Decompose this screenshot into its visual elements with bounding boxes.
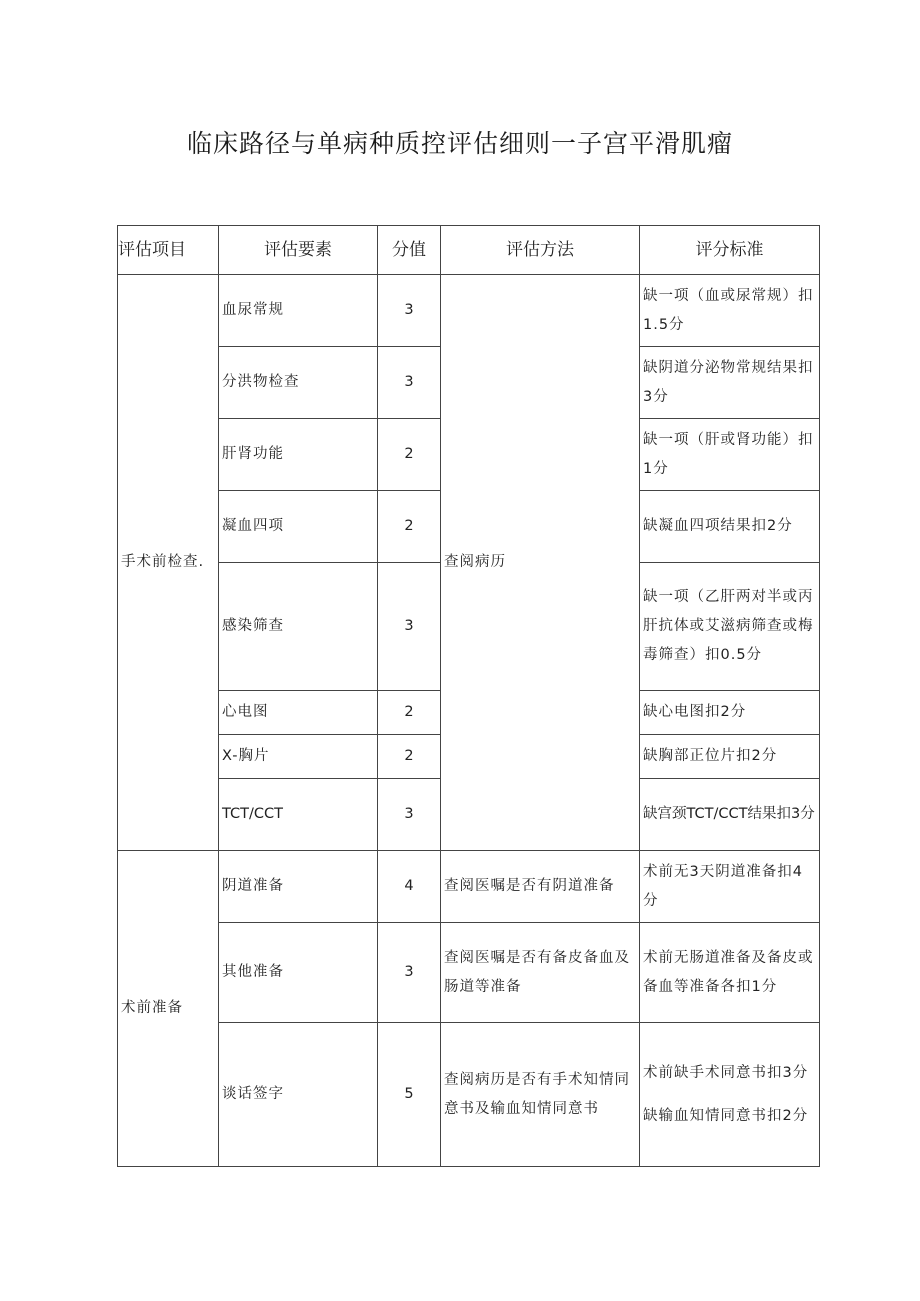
header-method: 评估方法 (441, 226, 640, 275)
criteria-cell: 缺胸部正位片扣2分 (640, 735, 820, 779)
criteria-line: 缺输血知情同意书扣2分 (643, 1107, 809, 1124)
method-cell: 查阅病历 (441, 275, 640, 851)
score-cell: 5 (378, 1023, 441, 1167)
element-cell: 其他准备 (219, 923, 378, 1023)
score-cell: 2 (378, 735, 441, 779)
score-cell: 3 (378, 275, 441, 347)
score-cell: 3 (378, 923, 441, 1023)
section-item: 术前准备 (118, 851, 219, 1167)
criteria-cell: 缺一项（肝或肾功能）扣1分 (640, 419, 820, 491)
element-cell: 肝肾功能 (219, 419, 378, 491)
element-cell: 感染筛查 (219, 563, 378, 691)
table-row (118, 275, 820, 347)
section-item: 手术前检查. (118, 275, 219, 851)
element-cell: X-胸片 (219, 735, 378, 779)
evaluation-table (117, 225, 820, 1167)
criteria-cell: 缺一项（血或尿常规）扣1.5分 (640, 275, 820, 347)
criteria-cell: 术前无3天阴道准备扣4分 (640, 851, 820, 923)
header-item: 评估项目 (118, 226, 219, 275)
criteria-cell: 缺一项（乙肝两对半或丙肝抗体或艾滋病筛查或梅毒筛查）扣0.5分 (640, 563, 820, 691)
element-cell: TCT/CCT (219, 779, 378, 851)
score-cell: 2 (378, 419, 441, 491)
method-cell: 查阅医嘱是否有阴道准备 (441, 851, 640, 923)
element-cell: 心电图 (219, 691, 378, 735)
score-cell: 4 (378, 851, 441, 923)
element-cell: 阴道准备 (219, 851, 378, 923)
element-cell: 凝血四项 (219, 491, 378, 563)
page-title: 临床路径与单病种质控评估细则一子宫平滑肌瘤 (186, 129, 733, 158)
criteria-cell: 术前无肠道准备及备皮或备血等准备各扣1分 (640, 923, 820, 1023)
header-criteria: 评分标准 (640, 226, 820, 275)
element-cell: 血尿常规 (219, 275, 378, 347)
header-score: 分值 (378, 226, 441, 275)
score-cell: 2 (378, 491, 441, 563)
criteria-cell: 缺凝血四项结果扣2分 (640, 491, 820, 563)
method-cell: 查阅病历是否有手术知情同意书及输血知情同意书 (441, 1023, 640, 1167)
score-cell: 3 (378, 563, 441, 691)
header-element: 评估要素 (219, 226, 378, 275)
criteria-line: 术前缺手术同意书扣3分 (643, 1064, 809, 1081)
score-cell: 2 (378, 691, 441, 735)
method-cell: 查阅医嘱是否有备皮备血及肠道等准备 (441, 923, 640, 1023)
criteria-cell (640, 1023, 820, 1167)
table-row (118, 851, 820, 923)
criteria-cell: 缺心电图扣2分 (640, 691, 820, 735)
criteria-cell: 缺阴道分泌物常规结果扣3分 (640, 347, 820, 419)
score-cell: 3 (378, 779, 441, 851)
element-cell: 分洪物检查 (219, 347, 378, 419)
criteria-cell: 缺宫颈TCT/CCT结果扣3分 (640, 779, 820, 851)
score-cell: 3 (378, 347, 441, 419)
element-cell: 谈话签字 (219, 1023, 378, 1167)
table-row (118, 923, 820, 1023)
header-row (118, 226, 820, 275)
table-row (118, 1023, 820, 1167)
